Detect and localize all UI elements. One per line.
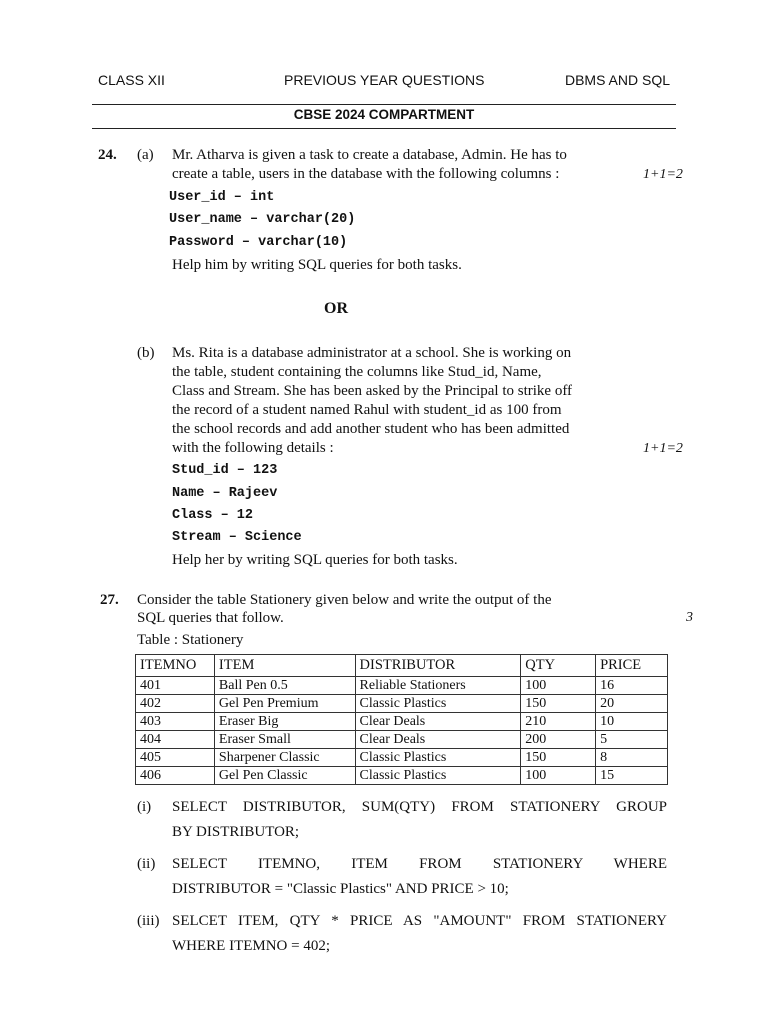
question-number: 24. — [98, 147, 117, 163]
table-cell: 402 — [136, 695, 215, 713]
table-cell: 100 — [521, 677, 596, 695]
code-line: Stud_id – 123 — [172, 463, 278, 478]
column-header: DISTRIBUTOR — [355, 655, 521, 677]
table-row — [136, 695, 668, 713]
stationery-table — [135, 654, 668, 785]
table-cell: 403 — [136, 713, 215, 731]
table-cell: 15 — [596, 767, 668, 785]
table-cell: Eraser Small — [214, 731, 355, 749]
table-caption: Table : Stationery — [137, 632, 244, 648]
table-cell: Clear Deals — [355, 713, 521, 731]
question-text: Class and Stream. She has been asked by the Principal to strike off — [172, 383, 573, 399]
question-number: 27. — [100, 592, 119, 608]
marks: 1+1=2 — [643, 167, 683, 182]
table-cell: Sharpener Classic — [214, 749, 355, 767]
exam-subtitle: CBSE 2024 COMPARTMENT — [293, 107, 475, 122]
table-row — [136, 767, 668, 785]
table-cell: 150 — [521, 749, 596, 767]
question-text: Ms. Rita is a database administrator at a school. She is working on — [172, 345, 572, 361]
table-cell: 100 — [521, 767, 596, 785]
sql-query: SELECT DISTRIBUTOR, SUM(QTY) FROM STATIONERY GROUP — [172, 799, 667, 815]
code-line: Stream – Science — [172, 530, 302, 545]
marks: 1+1=2 — [643, 441, 683, 456]
table-cell: Eraser Big — [214, 713, 355, 731]
sql-query: BY DISTRIBUTOR; — [172, 824, 300, 840]
table-cell: 406 — [136, 767, 215, 785]
table-row — [136, 677, 668, 695]
code-line: User_name – varchar(20) — [169, 212, 356, 227]
table-cell: 150 — [521, 695, 596, 713]
table-cell: 210 — [521, 713, 596, 731]
question-text: the school records and add another student who has been admitted — [172, 421, 570, 437]
table-row — [136, 731, 668, 749]
header-rule-bottom — [92, 128, 676, 129]
sql-query: DISTRIBUTOR = "Classic Plastics" AND PRICE > 10; — [172, 881, 509, 897]
table-cell: 200 — [521, 731, 596, 749]
table-cell: Classic Plastics — [355, 695, 521, 713]
query-label: (i) — [137, 799, 152, 815]
query-label: (ii) — [137, 856, 156, 872]
sql-query: WHERE ITEMNO = 402; — [172, 938, 331, 954]
header-rule-top — [92, 104, 676, 105]
table-cell: 404 — [136, 731, 215, 749]
table-cell: Reliable Stationers — [355, 677, 521, 695]
table-cell: Clear Deals — [355, 731, 521, 749]
or-divider: OR — [324, 300, 348, 317]
question-text: Mr. Atharva is given a task to create a database, Admin. He has to — [172, 147, 567, 163]
table-cell: 20 — [596, 695, 668, 713]
part-label: (b) — [137, 345, 155, 361]
column-header: PRICE — [596, 655, 668, 677]
question-text: SQL queries that follow. — [137, 610, 284, 626]
question-text: the table, student containing the columns like Stud_id, Name, — [172, 364, 542, 380]
table-header-row — [136, 655, 668, 677]
table-cell: Gel Pen Premium — [214, 695, 355, 713]
part-label: (a) — [137, 147, 154, 163]
code-line: User_id – int — [169, 190, 275, 205]
table-cell: Ball Pen 0.5 — [214, 677, 355, 695]
header-title: PREVIOUS YEAR QUESTIONS — [284, 72, 485, 88]
table-cell: 10 — [596, 713, 668, 731]
query-label: (iii) — [137, 913, 160, 929]
column-header: QTY — [521, 655, 596, 677]
question-text: the record of a student named Rahul with student_id as 100 from — [172, 402, 562, 418]
table-cell: 401 — [136, 677, 215, 695]
question-text: create a table, users in the database with the following columns : — [172, 166, 560, 182]
table-cell: Gel Pen Classic — [214, 767, 355, 785]
column-header: ITEM — [214, 655, 355, 677]
table-cell: 8 — [596, 749, 668, 767]
table-cell: Classic Plastics — [355, 767, 521, 785]
table-row — [136, 713, 668, 731]
code-line: Password – varchar(10) — [169, 235, 348, 250]
question-text: Help her by writing SQL queries for both tasks. — [172, 552, 458, 568]
table-row — [136, 749, 668, 767]
header-class: CLASS XII — [98, 72, 165, 88]
header-subject: DBMS AND SQL — [564, 72, 670, 88]
table-cell: 405 — [136, 749, 215, 767]
table-cell: Classic Plastics — [355, 749, 521, 767]
question-text: with the following details : — [172, 440, 334, 456]
page-header — [98, 72, 670, 92]
marks: 3 — [686, 610, 693, 625]
sql-query: SELCET ITEM, QTY * PRICE AS "AMOUNT" FROM STATIONERY — [172, 913, 667, 929]
question-text: Help him by writing SQL queries for both tasks. — [172, 257, 462, 273]
code-line: Name – Rajeev — [172, 486, 278, 501]
question-text: Consider the table Stationery given below and write the output of the — [137, 592, 552, 608]
sql-query: SELECT ITEMNO, ITEM FROM STATIONERY WHERE — [172, 856, 667, 872]
column-header: ITEMNO — [136, 655, 215, 677]
table-cell: 5 — [596, 731, 668, 749]
code-line: Class – 12 — [172, 508, 254, 523]
table-cell: 16 — [596, 677, 668, 695]
